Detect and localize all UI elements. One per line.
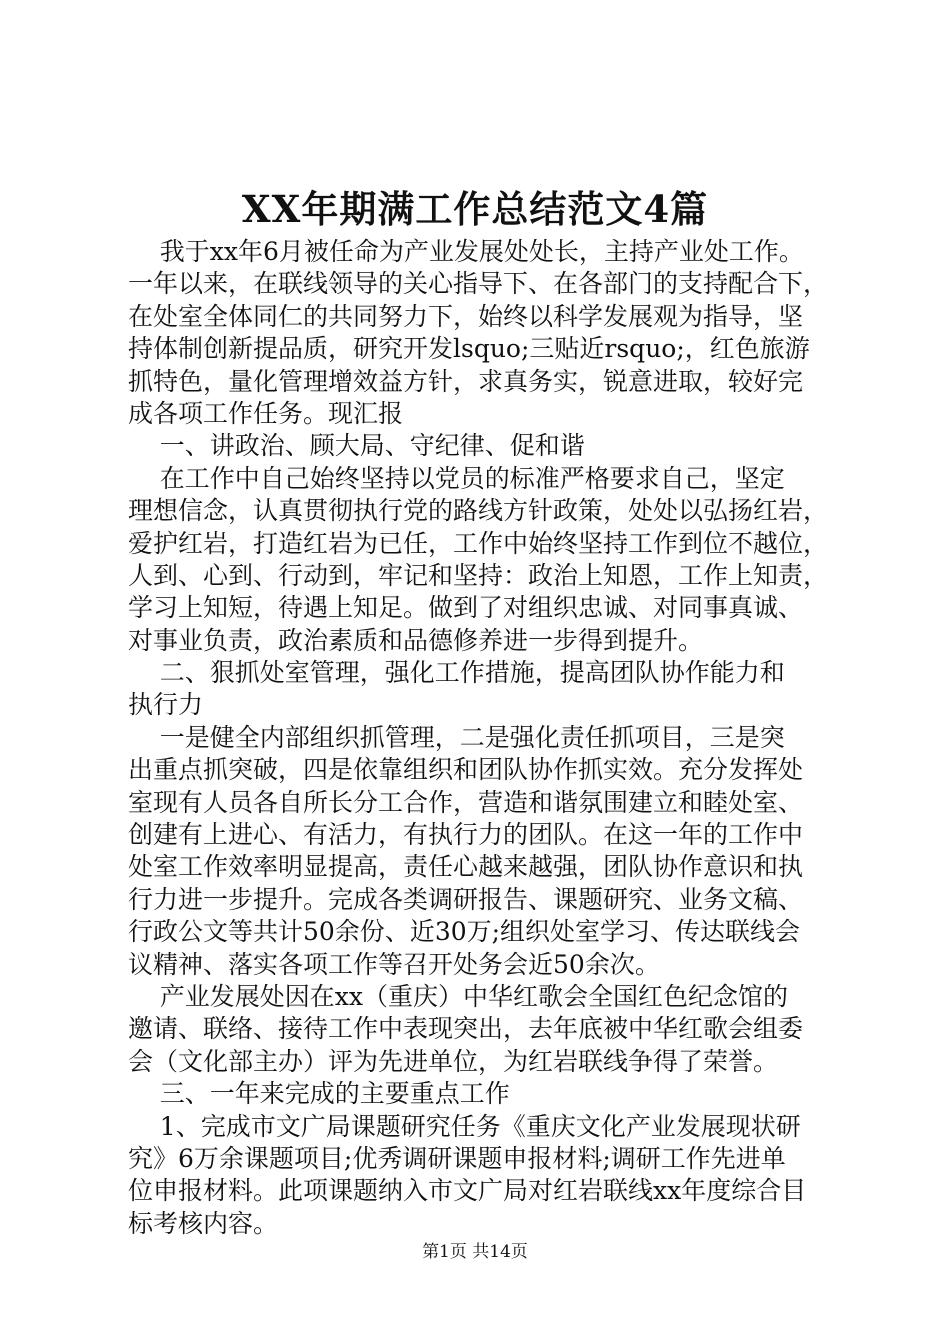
text-line: 学习上知短，待遇上知足。做到了对组织忠诚、对同事真诚、 [128, 593, 804, 623]
text-line: 理想信念，认真贯彻执行党的路线方针政策，处处以弘扬红岩， [128, 496, 829, 526]
text-line: 室现有人员各自所长分工合作，营造和谐氛围建立和睦处室、 [128, 787, 804, 817]
text-line: 创建有上进心、有活力，有执行力的团队。在这一年的工作中 [128, 820, 804, 850]
text-line: 我于xx年6月被任命为产业发展处处长，主持产业处工作。 [128, 237, 804, 266]
text-line: 会（文化部主办）评为先进单位，为红岩联线争得了荣誉。 [128, 1046, 779, 1076]
text-line: 一、讲政治、顾大局、守纪律、促和谐 [128, 431, 585, 461]
text-line: 邀请、联络、接待工作中表现突出，去年底被中华红歌会组委 [128, 1014, 804, 1044]
text-line: 一是健全内部组织抓管理，二是强化责任抓项目，三是突 [128, 722, 785, 752]
text-line: 爱护红岩，打造红岩为已任，工作中始终坚持工作到位不越位， [128, 528, 829, 558]
text-line: 执行力 [128, 690, 204, 720]
text-line: 行政公文等共计50余份、近30万;组织处室学习、传达联线会 [128, 917, 801, 947]
text-line: 行力进一步提升。完成各类调研报告、课题研究、业务文稿、 [128, 884, 804, 914]
document-title: XX年期满工作总结范文4篇 [241, 187, 709, 231]
text-line: 出重点抓突破，四是依靠组织和团队协作抓实效。充分发挥处 [128, 755, 804, 785]
text-line: 人到、心到、行动到，牢记和坚持：政治上知恩，工作上知责， [128, 560, 829, 590]
text-line: 究》6万余课题项目;优秀调研课题申报材料;调研工作先进单 [128, 1143, 786, 1173]
text-line: 成各项工作任务。现汇报 [128, 398, 404, 428]
text-line: 标考核内容。 [128, 1208, 279, 1238]
text-line: 三、一年来完成的主要重点工作 [128, 1079, 510, 1109]
text-line: 议精神、落实各项工作等召开处务会近50余次。 [128, 949, 660, 979]
text-line: 对事业负责，政治素质和品德修养进一步得到提升。 [128, 625, 704, 655]
text-line: 在工作中自己始终坚持以党员的标准严格要求自己，坚定 [128, 463, 785, 493]
text-line: 产业发展处因在xx（重庆）中华红歌会全国红色纪念馆的 [128, 981, 788, 1011]
text-line: 抓特色，量化管理增效益方针，求真务实，锐意进取，较好完 [128, 366, 804, 396]
text-line: 一年以来，在联线领导的关心指导下、在各部门的支持配合下， [128, 269, 829, 299]
text-line: 位申报材料。此项课题纳入市文广局对红岩联线xx年度综合目 [128, 1176, 807, 1206]
page-number-footer: 第1页 共14页 [422, 1242, 528, 1262]
text-line: 持体制创新提品质，研究开发lsquo;三贴近rsquo;，红色旅游 [128, 334, 810, 364]
text-line: 二、狠抓处室管理，强化工作措施，提高团队协作能力和 [128, 658, 785, 688]
text-line: 1、完成市文广局课题研究任务《重庆文化产业发展现状研 [128, 1111, 801, 1141]
text-line: 在处室全体同仁的共同努力下，始终以科学发展观为指导，坚 [128, 301, 804, 331]
document-body [128, 236, 838, 1240]
text-line: 处室工作效率明显提高，责任心越来越强，团队协作意识和执 [128, 852, 804, 882]
